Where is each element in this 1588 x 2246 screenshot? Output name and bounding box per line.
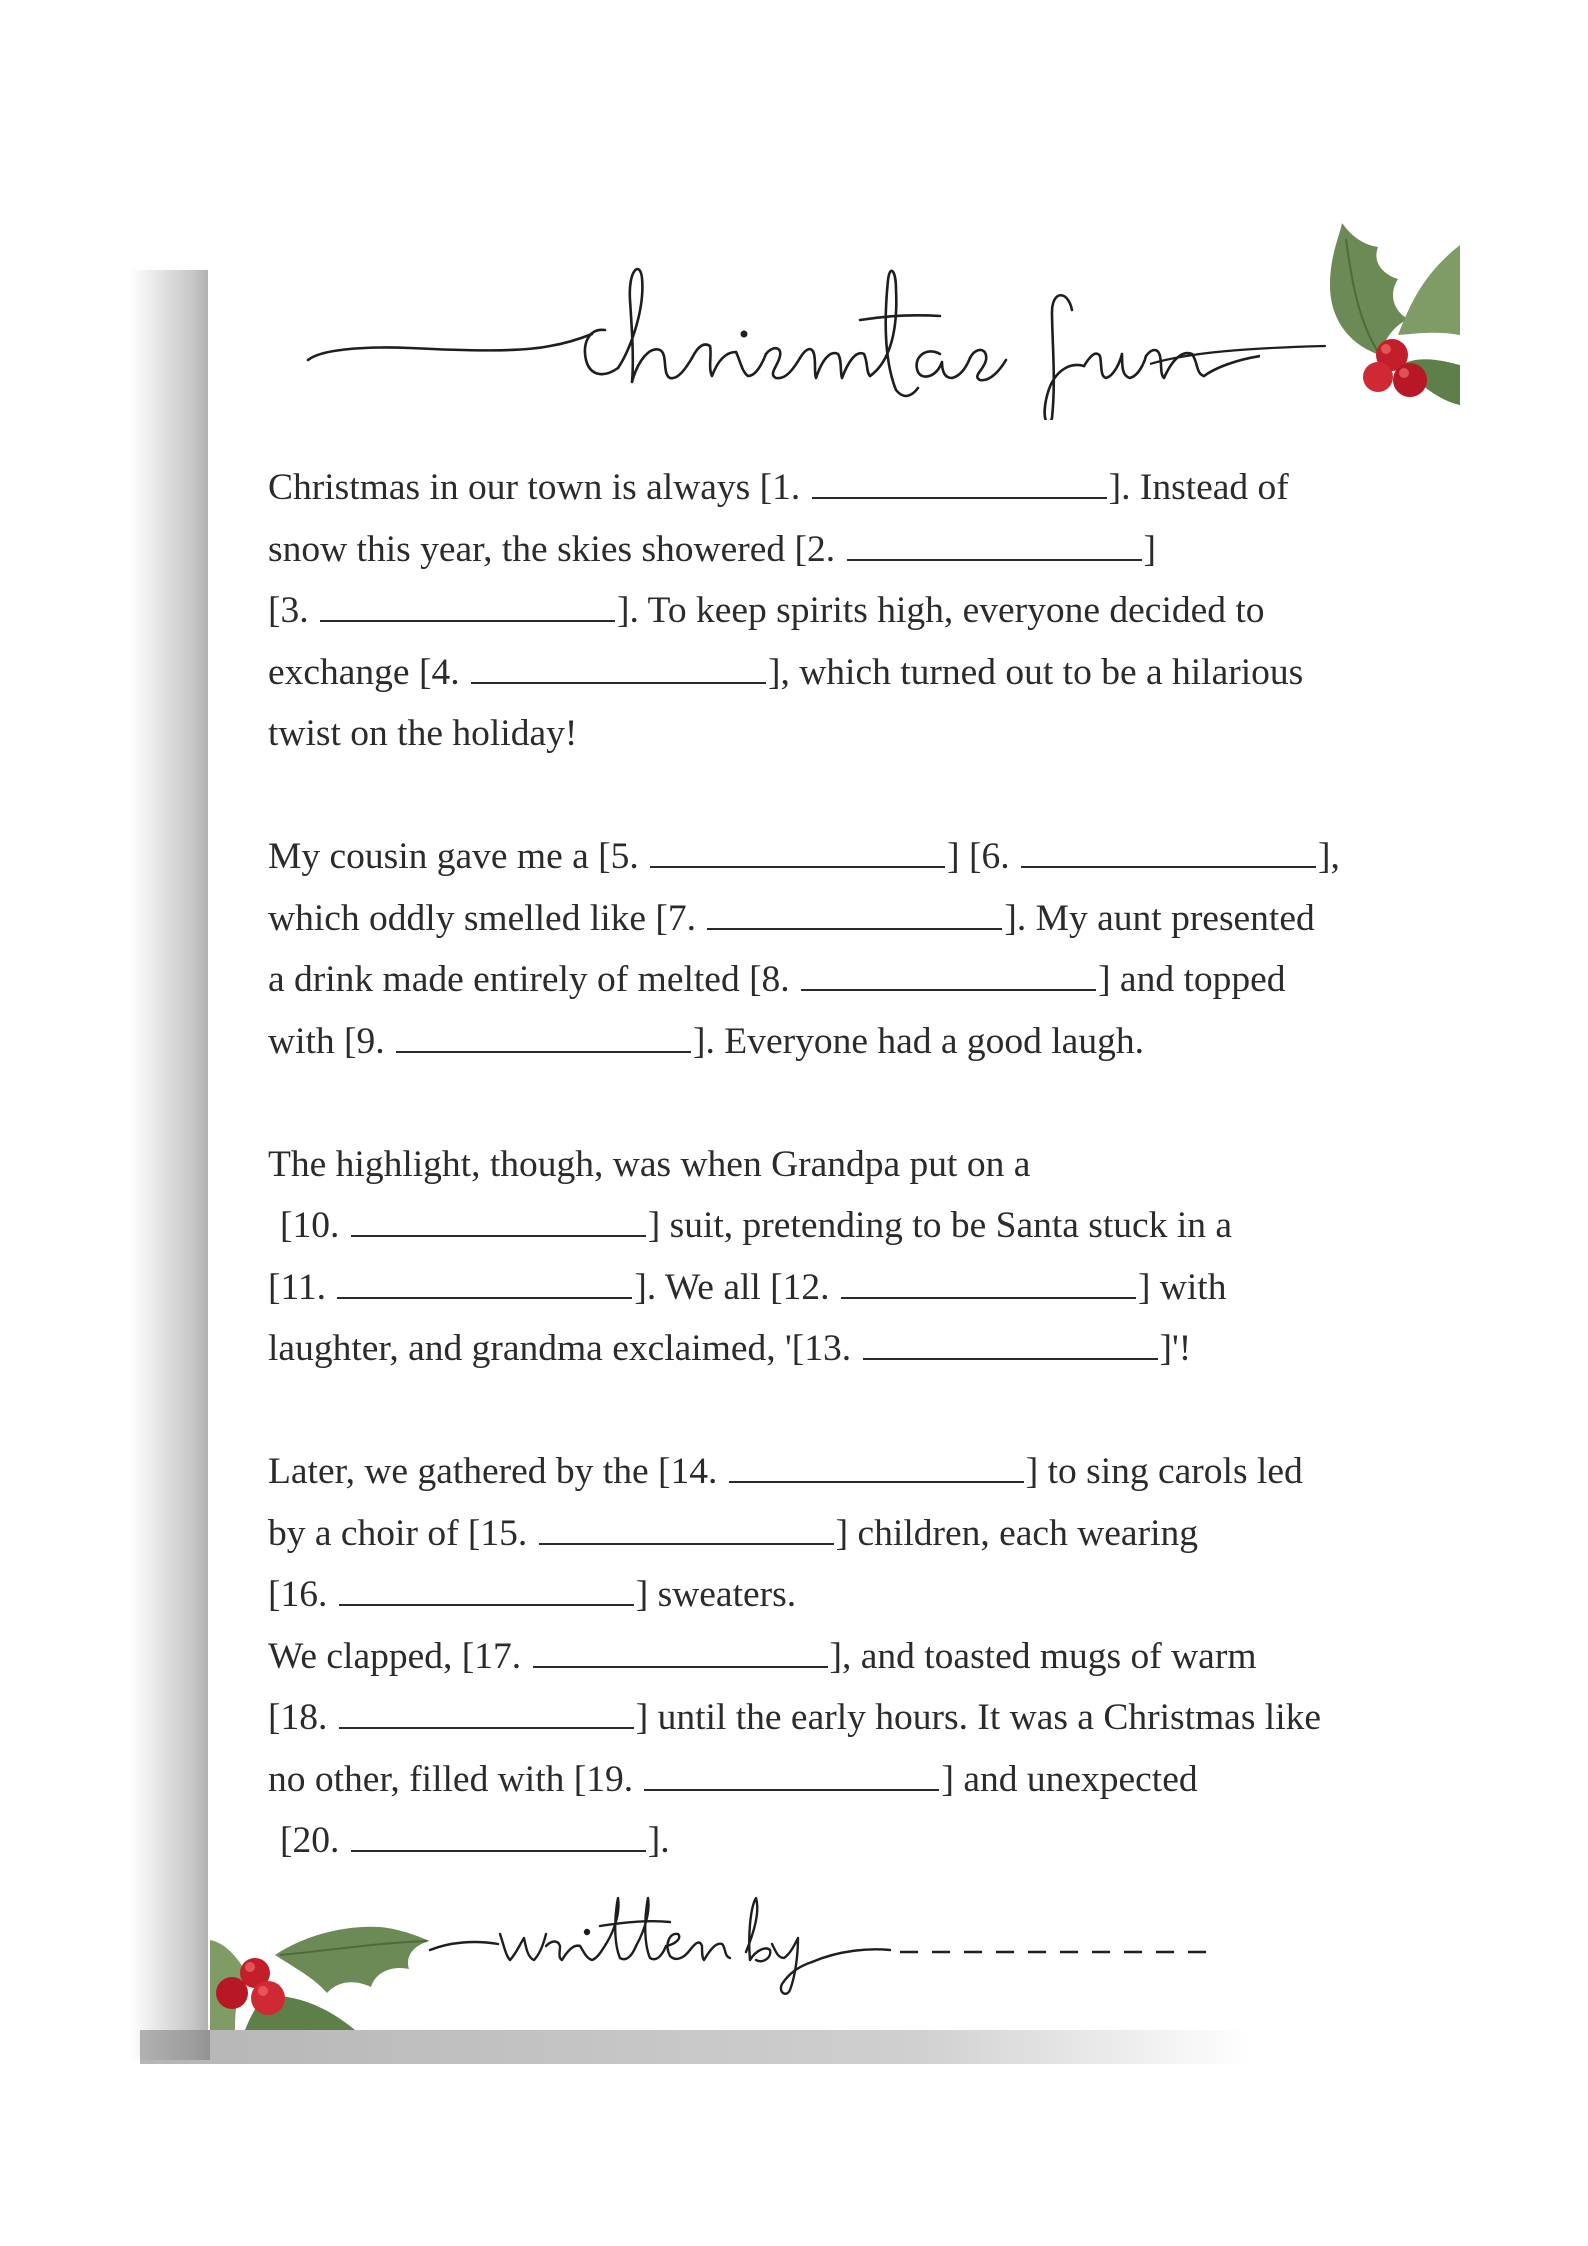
- holly-icon: [205, 1895, 435, 2035]
- story-line: [20. ].: [280, 1820, 670, 1861]
- story-line: snow this year, the skies showered [2. ]: [268, 528, 1157, 570]
- story-line: laughter, and grandma exclaimed, '[13. ]'!: [268, 1328, 1192, 1369]
- story-line: [10. ] suit, pretending to be Santa stuck in a: [280, 1205, 1233, 1246]
- blank-8[interactable]: [801, 961, 1096, 991]
- blank-7[interactable]: [707, 900, 1002, 930]
- blank-18[interactable]: [339, 1699, 634, 1729]
- story-line: exchange [4. ], which turned out to be a hilarious: [268, 651, 1304, 693]
- story-line: Later, we gathered by the [14. ] to sing carols led: [268, 1451, 1303, 1492]
- blank-4[interactable]: [471, 654, 766, 684]
- page-shadow-left: [130, 270, 210, 2060]
- story-line: [16. ] sweaters.: [268, 1574, 797, 1615]
- story-line: My cousin gave me a [5. ] [6. ],: [268, 836, 1340, 877]
- story-line: twist on the holiday!: [268, 713, 578, 754]
- story-line: [11. ]. We all [12. ] with: [268, 1266, 1227, 1308]
- story-line: [18. ] until the early hours. It was a Christmas like: [268, 1697, 1322, 1738]
- blank-17[interactable]: [533, 1638, 828, 1668]
- story-line: [3. ]. To keep spirits high, everyone decided to: [268, 590, 1265, 631]
- blank-13[interactable]: [863, 1330, 1158, 1360]
- holly-icon: [1260, 215, 1460, 415]
- blank-6[interactable]: [1021, 838, 1316, 868]
- story-line: The highlight, though, was when Grandpa put on a: [268, 1143, 1031, 1185]
- story-paragraph-4: [268, 1441, 1428, 1872]
- story-line: a drink made entirely of melted [8. ] and topped: [268, 959, 1286, 1000]
- blank-12[interactable]: [841, 1269, 1136, 1299]
- blank-5[interactable]: [650, 838, 945, 868]
- blank-20[interactable]: [351, 1822, 646, 1852]
- story-line: no other, filled with [19. ] and unexpected: [268, 1758, 1198, 1800]
- story-line: with [9. ]. Everyone had a good laugh.: [268, 1020, 1144, 1062]
- blank-9[interactable]: [396, 1023, 691, 1053]
- story-line: which oddly smelled like [7. ]. My aunt presented: [268, 897, 1315, 939]
- blank-15[interactable]: [539, 1515, 834, 1545]
- story-paragraph-2: [268, 826, 1428, 1072]
- blank-14[interactable]: [729, 1453, 1024, 1483]
- blank-16[interactable]: [339, 1576, 634, 1606]
- blank-3[interactable]: [320, 592, 615, 622]
- story-line: We clapped, [17. ], and toasted mugs of warm: [268, 1635, 1257, 1677]
- story-line: Christmas in our town is always [1. ]. Instead of: [268, 467, 1289, 508]
- blank-10[interactable]: [351, 1207, 646, 1237]
- story-line: by a choir of [15. ] children, each wearing: [268, 1512, 1198, 1554]
- blank-2[interactable]: [847, 531, 1142, 561]
- page-shadow-bottom: [140, 2030, 1250, 2064]
- blank-1[interactable]: [812, 469, 1107, 499]
- blank-11[interactable]: [337, 1269, 632, 1299]
- story-paragraph-3: [268, 1134, 1428, 1380]
- author-name-field[interactable]: [895, 1930, 1225, 1980]
- blank-19[interactable]: [644, 1761, 939, 1791]
- story-text: [268, 457, 1428, 1872]
- title-script: [300, 250, 1260, 420]
- story-paragraph-1: [268, 457, 1428, 765]
